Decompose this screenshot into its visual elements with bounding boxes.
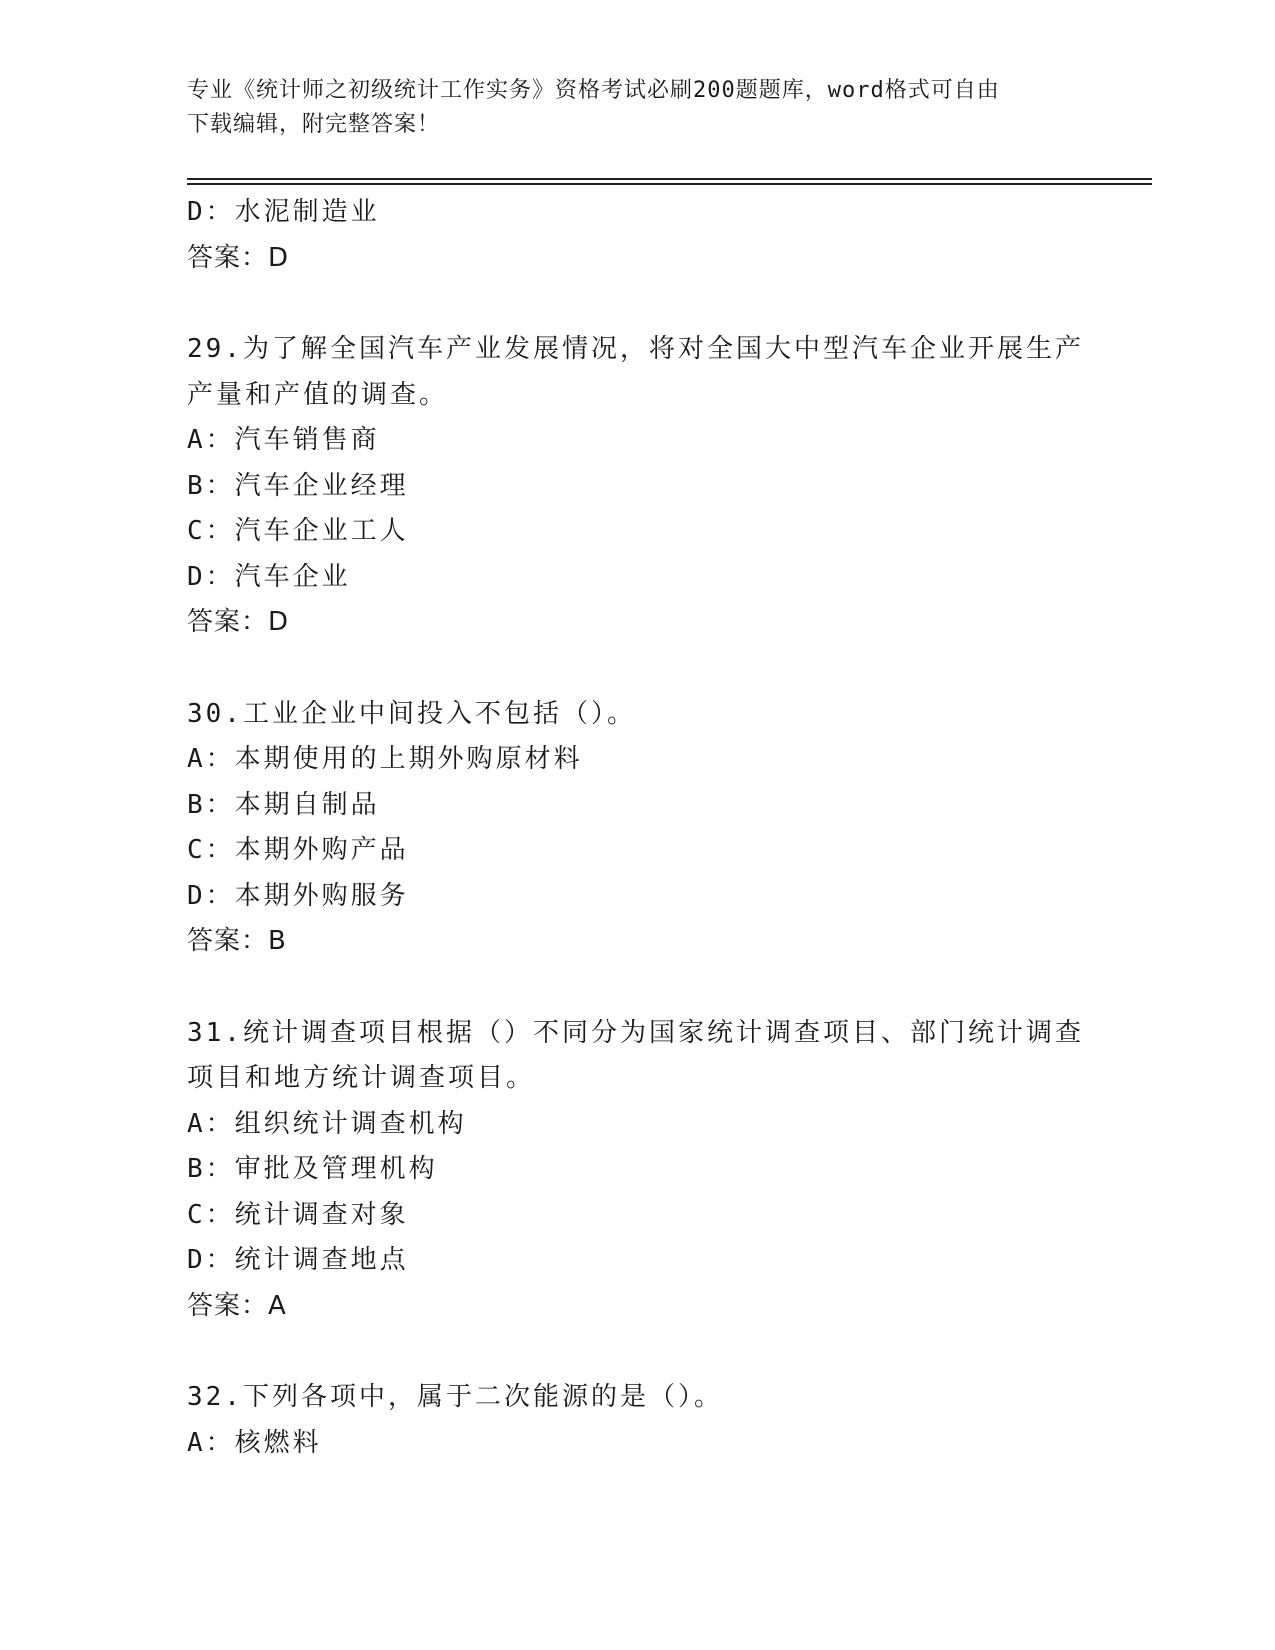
header-divider-bottom [187,183,1152,185]
option-d: D：汽车企业 [187,561,351,592]
option-c: C：统计调查对象 [187,1199,409,1230]
option-c: C：本期外购产品 [187,835,409,865]
question-block-31 [187,1011,1087,1330]
option-b: B：汽车企业经理 [187,470,409,501]
option-b: B：本期自制品 [187,789,380,820]
option-d: D：统计调查地点 [187,1245,409,1275]
question-text-line-2: 项目和地方统计调查项目。 [187,1063,536,1093]
option-a: A：核燃料 [187,1427,322,1458]
question-text-line-1: 30.工业企业中间投入不包括（）。 [187,698,636,729]
option-c: C：汽车企业工人 [187,516,409,546]
answer-line: 答案：B [187,926,287,956]
header-line-2: 下载编辑，附完整答案！ [187,112,441,137]
question-block-32 [187,1375,1087,1466]
option-a: A：组织统计调查机构 [187,1108,467,1139]
option-b: B：审批及管理机构 [187,1154,438,1184]
question-text-line-1: 32.下列各项中，属于二次能源的是（）。 [187,1382,723,1412]
option-d: D：本期外购服务 [187,880,409,911]
header-line-1: 专业《统计师之初级统计工作实务》资格考试必刷200题题库，word格式可自由 [187,78,1000,103]
question-text-line-1: 31.统计调查项目根据（）不同分为国家统计调查项目、部门统计调查 [187,1017,1084,1048]
question-block-28 [187,190,1087,281]
option-d: D：水泥制造业 [187,197,380,227]
question-text-line-1: 29.为了解全国汽车产业发展情况，将对全国大中型汽车企业开展生产 [187,334,1084,364]
option-a: A：本期使用的上期外购原材料 [187,744,583,774]
question-list [187,190,1087,1466]
answer-line: 答案：A [187,1290,287,1321]
question-block-29 [187,327,1087,646]
question-text-line-2: 产量和产值的调查。 [187,379,449,410]
answer-line: 答案：D [187,242,290,273]
document-header [187,74,1067,142]
header-divider-top [187,178,1152,180]
option-a: A：汽车销售商 [187,425,380,455]
question-block-30 [187,692,1087,965]
answer-line: 答案：D [187,607,290,637]
